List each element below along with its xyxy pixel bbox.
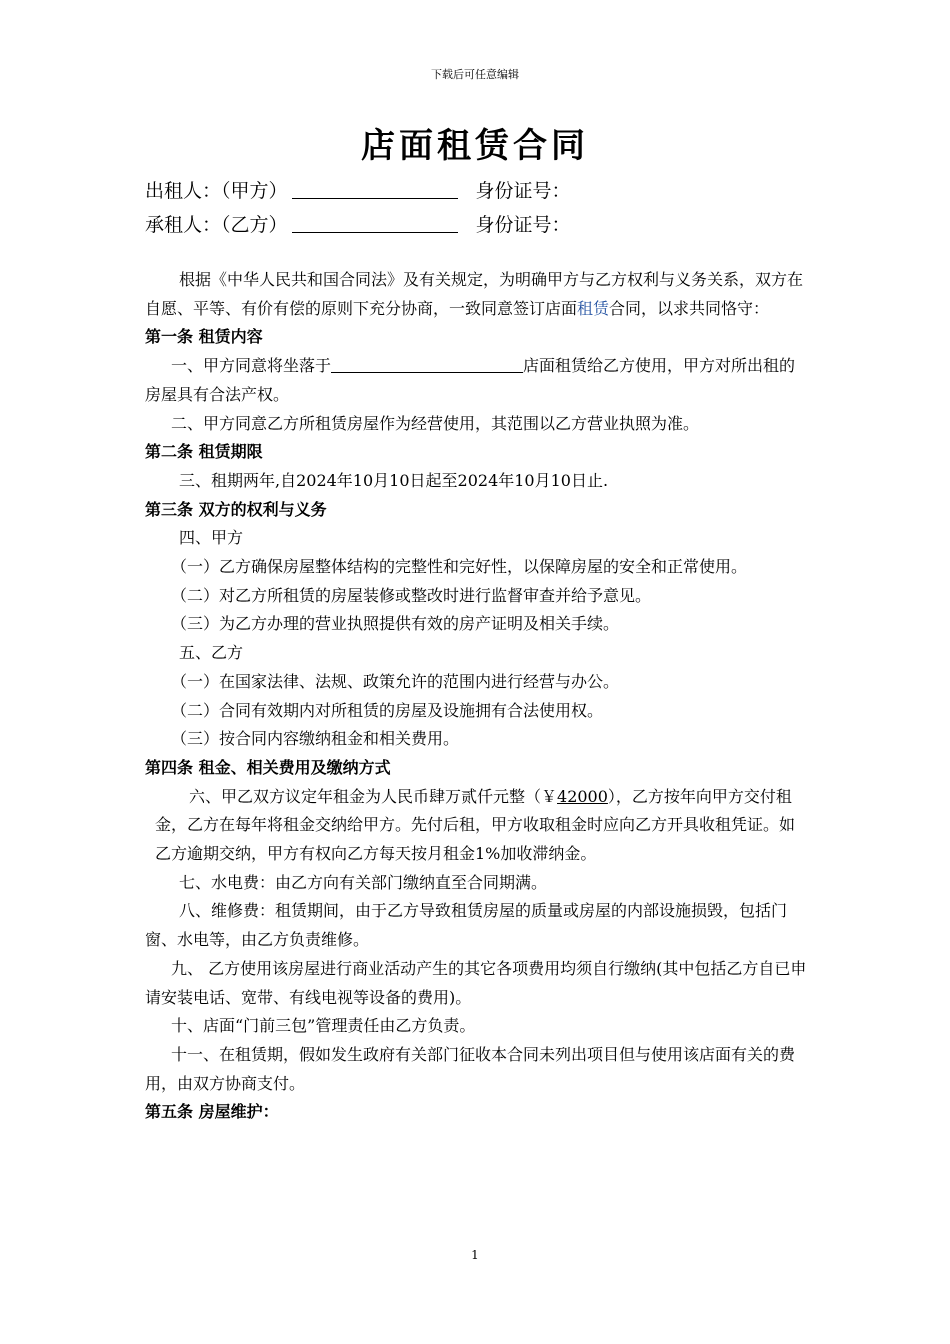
- lessor-label: 出租人：（甲方）: [145, 180, 288, 202]
- clause-8: 八、维修费：租赁期间，由于乙方导致租赁房屋的质量或房屋的内部设施损毁，包括门窗、水电等，由乙方负责维修。: [145, 901, 788, 950]
- clause-3: 三、租期两年,自2024年10月10日起至2024年10月10日止.: [179, 470, 609, 490]
- clause-1: 一、甲方同意将坐落于 店面租赁给乙方使用，甲方对所出租的房屋具有合法产权。: [145, 356, 796, 404]
- header-note: 下载后可任意编辑: [431, 68, 519, 81]
- clause-4-1: （一）乙方确保房屋整体结构的完整性和完好性，以保障房屋的安全和正常使用。: [171, 557, 748, 577]
- rent-amount: 42000: [557, 786, 608, 806]
- article-3-heading: 第三条 双方的权利与义务: [145, 499, 327, 519]
- lessee-id-label: 身份证号：: [475, 214, 571, 236]
- article-4-heading: 第四条 租金、相关费用及缴纳方式: [145, 757, 391, 777]
- intro-paragraph: 根据《中华人民共和国合同法》及有关规定，为明确甲方与乙方权利与义务关系，双方在自愿、平等、有价有偿的原则下充分协商，一致同意签订店面租赁合同，以求共同恪守：: [145, 270, 804, 318]
- clause-4-2: （二）对乙方所租赁的房屋装修或整改时进行监督审查并给予意见。: [171, 585, 652, 605]
- clause-6: 六、甲乙双方议定年租金为人民币肆万贰仟元整（￥42000），乙方按年向甲方交付租金，乙方在每年将租金交纳给甲方。先付后租，甲方收取租金时应向乙方开具收租凭证。如乙方逾期交纳，甲方有权向乙方每天按月租金1%加收滞纳金。: [155, 786, 796, 864]
- clause-11: 十一、在租赁期，假如发生政府有关部门征收本合同未列出项目但与使用该店面有关的费用，由双方协商支付。: [145, 1044, 796, 1093]
- article-2-heading: 第二条 租赁期限: [145, 442, 263, 462]
- article-5-heading: 第五条 房屋维护：: [145, 1102, 279, 1122]
- lessee-label: 承租人：（乙方）: [145, 214, 288, 236]
- clause-4-3: （三）为乙方办理的营业执照提供有效的房产证明及相关手续。: [171, 614, 620, 634]
- clause-5: 五、乙方: [179, 643, 244, 663]
- lessee-name-blank: [292, 214, 458, 233]
- clause-5-1: （一）在国家法律、法规、政策允许的范围内进行经营与办公。: [171, 671, 620, 691]
- clause-4: 四、甲方: [179, 528, 244, 548]
- clause-5-2: （二）合同有效期内对所租赁的房屋及设施拥有合法使用权。: [171, 700, 604, 720]
- contract-body: [145, 266, 810, 1127]
- article-1-heading: 第一条 租赁内容: [145, 327, 263, 347]
- clause-9: 九、 乙方使用该房屋进行商业活动产生的其它各项费用均须自行缴纳(其中包括乙方自已申请安装电话、宽带、有线电视等设备的费用)。: [145, 958, 807, 1007]
- lessor-name-blank: [292, 180, 458, 199]
- clause-2: 二、甲方同意乙方所租赁房屋作为经营使用，其范围以乙方营业执照为准。: [171, 413, 700, 433]
- rental-link[interactable]: 租赁: [577, 298, 610, 318]
- lessor-line: [145, 176, 571, 203]
- clause-5-3: （三）按合同内容缴纳租金和相关费用。: [171, 729, 460, 749]
- clause-7: 七、水电费：由乙方向有关部门缴纳直至合同期满。: [179, 872, 548, 892]
- lessor-id-label: 身份证号：: [475, 180, 571, 202]
- clause-10: 十、店面“门前三包”管理责任由乙方负责。: [171, 1016, 476, 1036]
- page-number: 1: [471, 1248, 479, 1262]
- location-blank: [331, 355, 523, 373]
- document-title: 店面租赁合同: [361, 126, 589, 166]
- lessee-line: [145, 210, 571, 237]
